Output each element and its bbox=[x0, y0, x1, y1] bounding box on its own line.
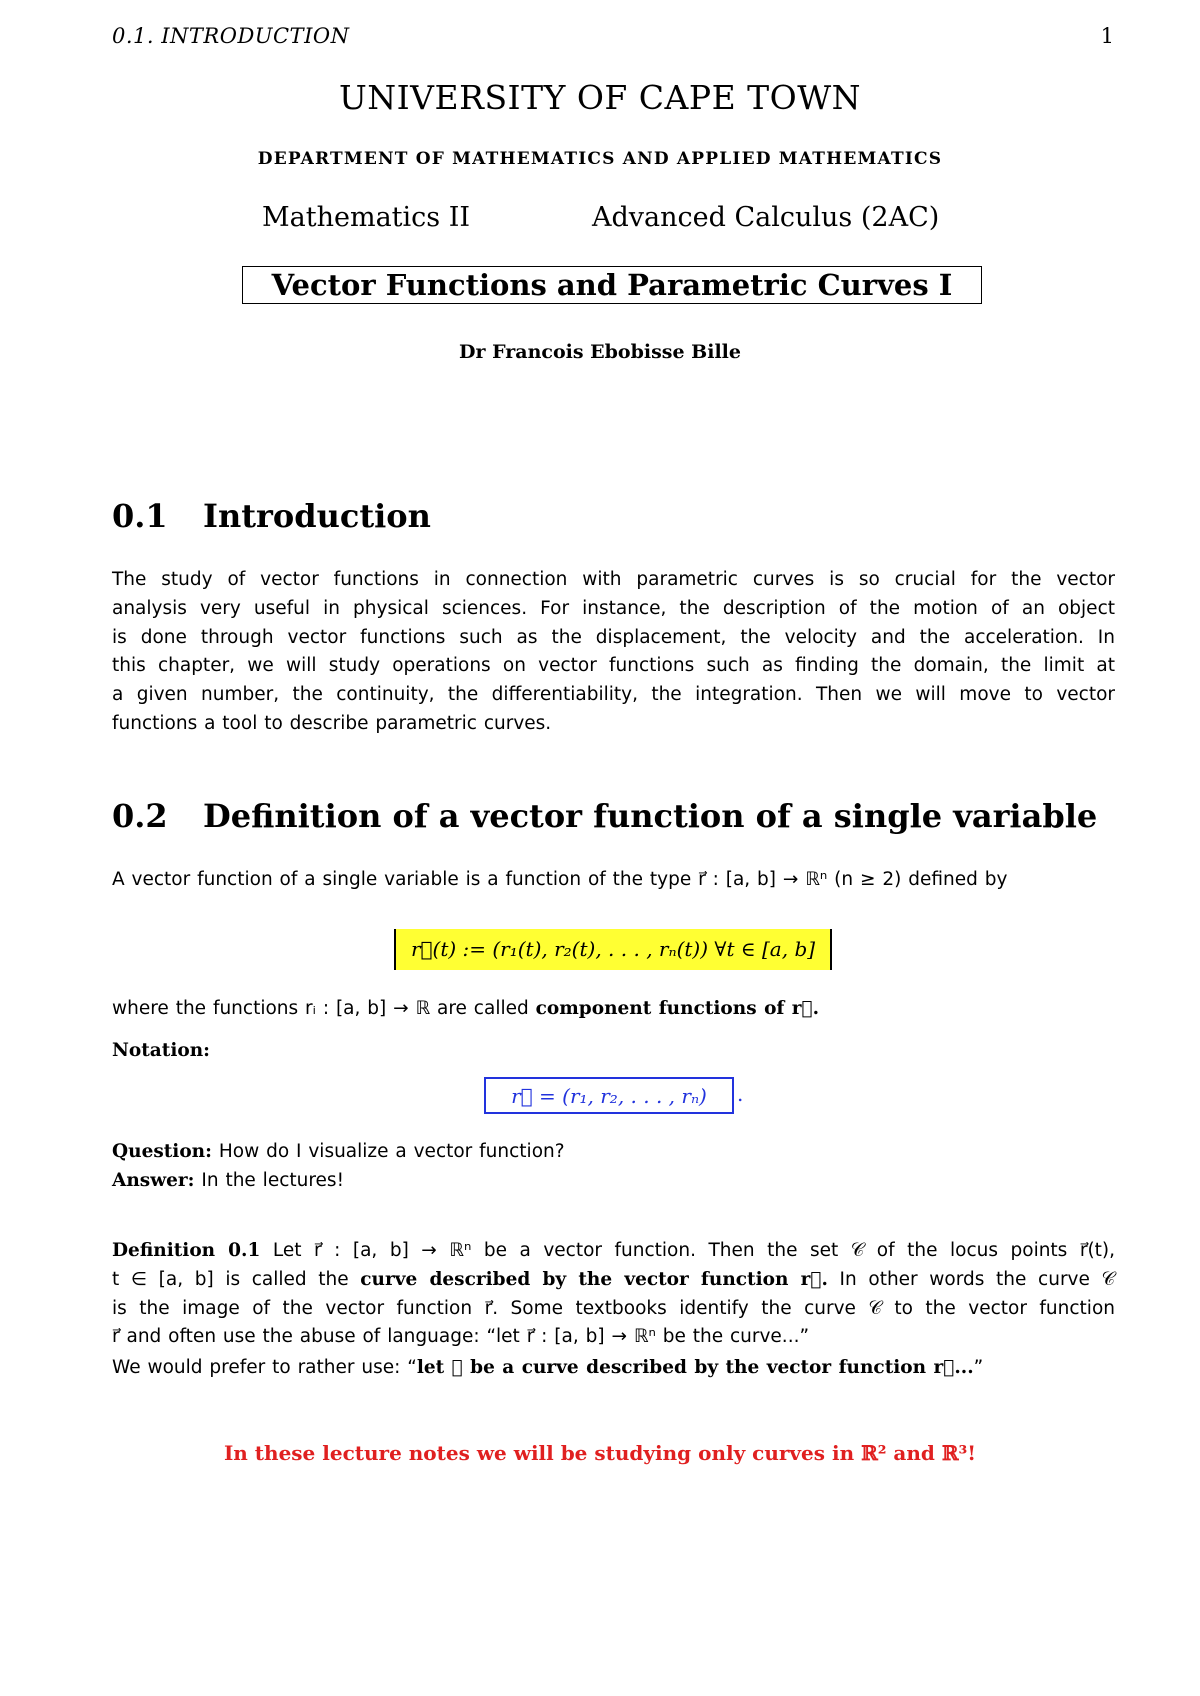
paragraph-line: is done through vector functions such as the displacement, the velocity and the acceleration. In bbox=[112, 626, 1115, 648]
introduction-paragraph bbox=[112, 566, 1115, 739]
section-number: 0.2 bbox=[112, 797, 168, 835]
section-heading-introduction bbox=[112, 497, 431, 535]
definition-formula-box: r⃗(t) := (r₁(t), r₂(t), . . . , rₙ(t)) ∀t ∈ [a, b] bbox=[394, 929, 832, 970]
question-answer bbox=[112, 1138, 1115, 1196]
components-text: where the functions rᵢ : [a, b] → ℝ are called bbox=[112, 998, 536, 1019]
definition-text: t ∈ [a, b] is called the bbox=[112, 1268, 361, 1290]
definition-0-1 bbox=[112, 1237, 1115, 1352]
document-title: Vector Functions and Parametric Curves I bbox=[242, 266, 982, 304]
answer-text: In the lectures! bbox=[194, 1169, 344, 1191]
definition-text: r⃗ and often use the abuse of language: “let r⃗ : [a, b] → ℝⁿ be the curve...” bbox=[112, 1326, 810, 1348]
notation-label-line bbox=[112, 1037, 1115, 1066]
notation-label: Notation: bbox=[112, 1040, 210, 1061]
component-functions-line bbox=[112, 995, 1115, 1024]
question-label: Question: bbox=[112, 1141, 212, 1162]
university-name: UNIVERSITY OF CAPE TOWN bbox=[338, 78, 862, 117]
paragraph-line: analysis very useful in physical sciences. For instance, the description of the motion of an object bbox=[112, 597, 1115, 619]
definition-text: is the image of the vector function r⃗. Some textbooks identify the curve 𝒞 to the vector function bbox=[112, 1297, 1115, 1319]
components-term: component functions of r⃗. bbox=[535, 998, 820, 1019]
section-heading-definition bbox=[112, 797, 1097, 835]
paragraph-line: functions a tool to describe parametric curves. bbox=[112, 712, 552, 734]
definition-label: Definition 0.1 bbox=[112, 1240, 261, 1261]
section-number: 0.1 bbox=[112, 497, 168, 535]
paragraph-line: this chapter, we will study operations on vector functions such as finding the domain, the limit at bbox=[112, 655, 1115, 677]
answer-label: Answer: bbox=[112, 1169, 195, 1191]
definition-text: In other words the curve 𝒞 bbox=[827, 1268, 1116, 1290]
paragraph-line: A vector function of a single variable is a function of the type r⃗ : [a, b] → ℝⁿ (n ≥ 2) defined by bbox=[112, 869, 1008, 890]
preference-text: ” bbox=[973, 1357, 984, 1378]
preference-quote: let 𝒞 be a curve described by the vector function r⃗... bbox=[416, 1357, 974, 1378]
definition-term: curve described by the vector function r⃗. bbox=[360, 1268, 828, 1290]
course-name: Advanced Calculus (2AC) bbox=[592, 202, 940, 233]
section-title: Introduction bbox=[203, 497, 431, 535]
paragraph-line: The study of vector functions in connection with parametric curves is so crucial for the vector bbox=[112, 569, 1115, 590]
preference-line bbox=[112, 1354, 1115, 1383]
notation-period: . bbox=[737, 1082, 744, 1106]
page-number: 1 bbox=[1100, 24, 1114, 48]
running-head: 0.1. INTRODUCTION bbox=[112, 24, 350, 48]
curves-scope-note: In these lecture notes we will be studying only curves in ℝ² and ℝ³! bbox=[223, 1441, 977, 1465]
section-title: Definition of a vector function of a single variable bbox=[203, 797, 1098, 835]
course-level: Mathematics II bbox=[262, 202, 471, 233]
department-name: DEPARTMENT OF MATHEMATICS AND APPLIED MATHEMATICS bbox=[257, 149, 943, 169]
paragraph-line: a given number, the continuity, the differentiability, the integration. Then we will move to vector bbox=[112, 684, 1115, 706]
definition-text: Let r⃗ : [a, b] → ℝⁿ be a vector function. Then the set 𝒞 of the locus points r⃗(t), bbox=[260, 1240, 1116, 1261]
preference-text: We would prefer to rather use: “ bbox=[112, 1357, 417, 1378]
notation-formula-box: r⃗ = (r₁, r₂, . . . , rₙ) bbox=[484, 1077, 734, 1114]
author: Dr Francois Ebobisse Bille bbox=[458, 341, 741, 363]
question-text: How do I visualize a vector function? bbox=[211, 1141, 565, 1162]
definition-intro bbox=[112, 866, 1115, 895]
